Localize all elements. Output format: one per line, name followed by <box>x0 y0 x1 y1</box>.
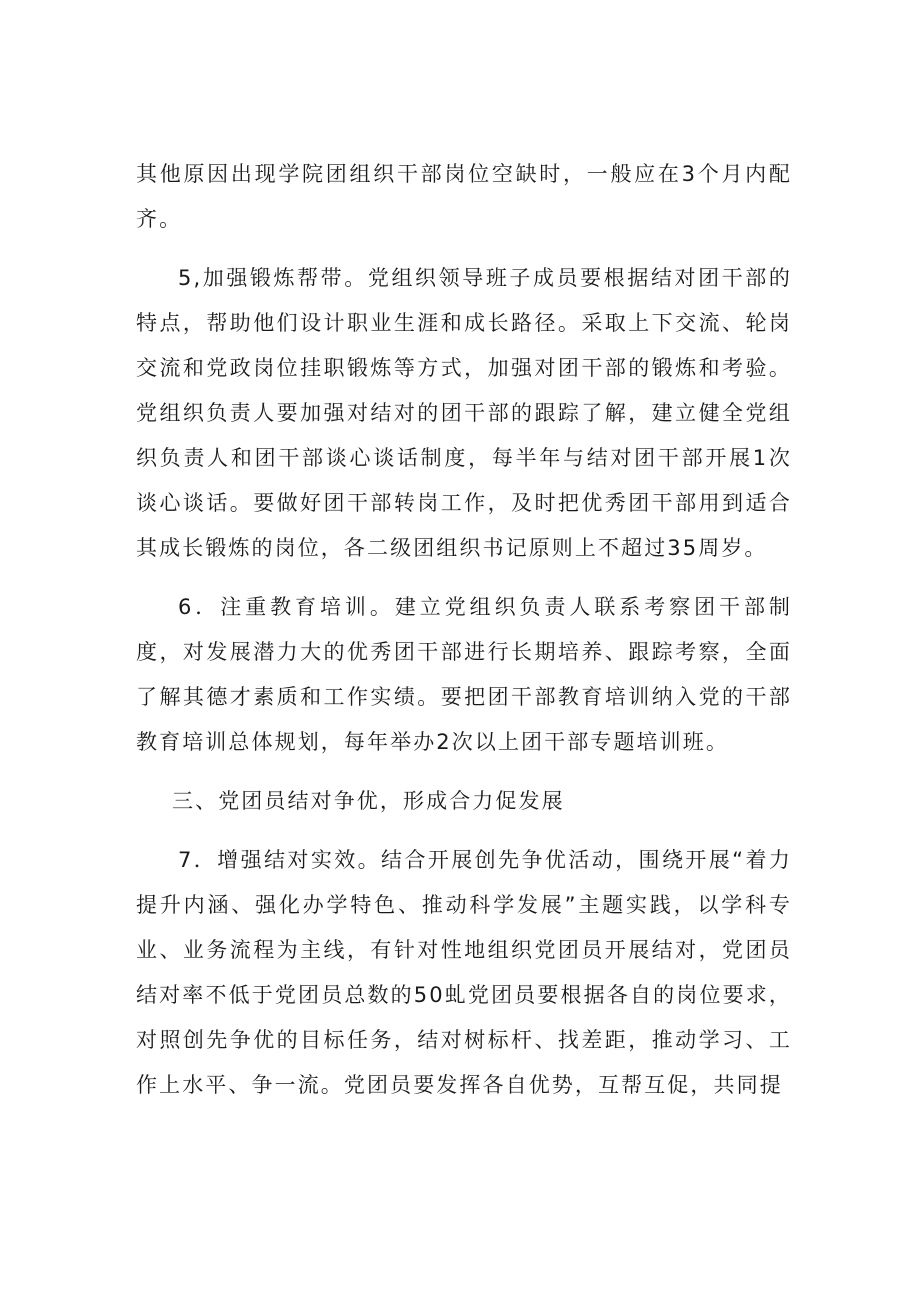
paragraph-continuation: 其他原因出现学院团组织干部岗位空缺时，一般应在3个月内配齐。 <box>136 162 792 231</box>
section-heading-3: 三、党团员结对争优，形成合力促发展 <box>172 789 565 813</box>
paragraph-item-7: 7．增强结对实效。结合开展创先争优活动，围绕开展“着力提升内涵、强化办学特色、推动科学发展”主题实践，以学科专业、业务流程为主线，有针对性地组织党团员开展结对，党团员结对率不低于党团员总数的50虬党团员要根据各自的岗位要求，对照创先争优的目标任务，结对树标杆、找差距，推动学习、工作上水平、争一流。党团员要发挥各自优势，互帮互促，共同提 <box>136 848 792 1097</box>
document-body <box>136 152 792 1122</box>
paragraph-item-5: 5,加强锻炼帮带。党组织领导班子成员要根据结对团干部的特点，帮助他们设计职业生涯和成长路径。采取上下交流、轮岗交流和党政岗位挂职锻炼等方式，加强对团干部的锻炼和考验。党组织负责人要加强对结对的团干部的跟踪了解，建立健全党组织负责人和团干部谈心谈话制度，每半年与结对团干部开展1次谈心谈话。要做好团干部转岗工作，及时把优秀团干部用到适合其成长锻炼的岗位，各二级团组织书记原则上不超过35周岁。 <box>136 266 792 560</box>
paragraph-item-6: 6．注重教育培训。建立党组织负责人联系考察团干部制度，对发展潜力大的优秀团干部进行长期培养、跟踪考察，全面了解其德才素质和工作实绩。要把团干部教育培训纳入党的干部教育培训总体规划，每年举办2次以上团干部专题培训班。 <box>136 595 792 754</box>
